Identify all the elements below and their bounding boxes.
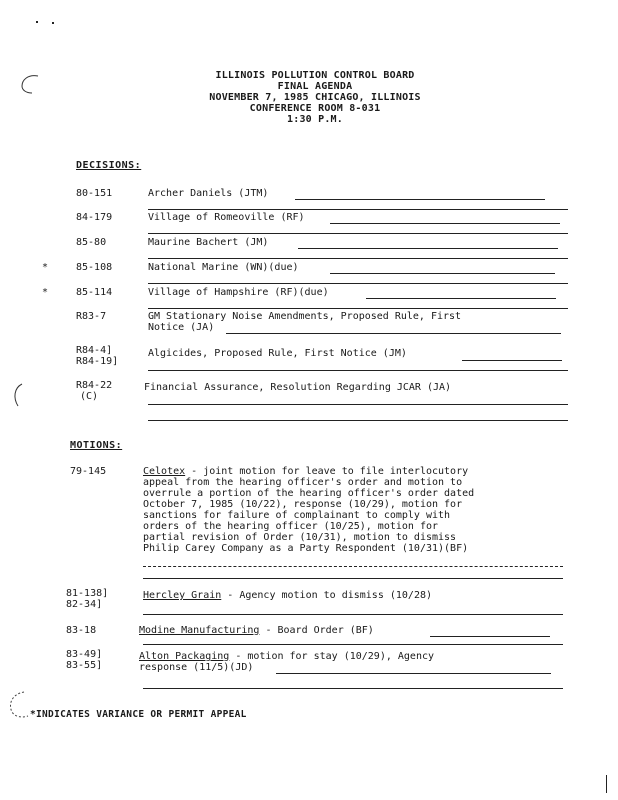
scan-speck: [52, 22, 54, 24]
appeal-marker: *: [42, 262, 49, 273]
motion-text-line: sanctions for failure of complainant to comply with: [143, 510, 451, 521]
signature-line: [143, 644, 563, 645]
punch-hole-mark: [14, 72, 42, 96]
docket-number: 85-80: [76, 237, 107, 248]
motion-text-line: Philip Carey Company as a Party Respondent (10/31)(BF): [143, 543, 469, 554]
signature-line: [276, 673, 551, 674]
docket-number: 81-138]: [66, 588, 109, 599]
case-title: Village of Romeoville (RF): [148, 212, 305, 223]
docket-number: 83-49]: [66, 649, 103, 660]
docket-number: 83-55]: [66, 660, 103, 671]
signature-line: [148, 370, 568, 371]
motions-heading: MOTIONS:: [70, 440, 123, 451]
motion-text-line: Celotex - joint motion for leave to file interlocutory: [143, 466, 469, 477]
motion-text-line: appeal from the hearing officer's order and motion to: [143, 477, 463, 488]
motion-party: Modine Manufacturing: [139, 625, 260, 636]
docket-number: 83-18: [66, 625, 97, 636]
case-title: Financial Assurance, Resolution Regarding JCAR (JA): [144, 382, 452, 393]
case-title: Archer Daniels (JTM): [148, 188, 269, 199]
board-name: ILLINOIS POLLUTION CONTROL BOARD: [215, 70, 415, 81]
docket-number: (C): [80, 391, 99, 402]
decisions-heading: DECISIONS:: [76, 160, 142, 171]
signature-line: [148, 420, 568, 421]
meeting-room: CONFERENCE ROOM 8-031: [249, 103, 381, 114]
signature-line: [148, 233, 568, 234]
motion-party: Alton Packaging: [139, 651, 230, 662]
motion-text-line: Hercley Grain - Agency motion to dismiss (10/28): [143, 590, 432, 601]
motion-text-line: response (11/5)(JD): [139, 662, 254, 673]
case-title: GM Stationary Noise Amendments, Proposed Rule, First: [148, 311, 462, 322]
signature-line: [330, 223, 560, 224]
motion-text-line: October 7, 1985 (10/22), response (10/29), motion for: [143, 499, 463, 510]
docket-number: R84-4]: [76, 345, 113, 356]
signature-line: [148, 404, 568, 405]
signature-line: [148, 258, 568, 259]
punch-hole-mark: [8, 380, 28, 410]
case-title: Village of Hampshire (RF)(due): [148, 287, 329, 298]
case-title: National Marine (WN)(due): [148, 262, 299, 273]
docket-number: 79-145: [70, 466, 107, 477]
meeting-date-place: NOVEMBER 7, 1985 CHICAGO, ILLINOIS: [209, 92, 421, 103]
signature-line: [366, 298, 556, 299]
case-title: Algicides, Proposed Rule, First Notice (JM): [148, 348, 407, 359]
motion-text-line: partial revision of Order (10/31), motion to dismiss: [143, 532, 457, 543]
signature-line: [143, 566, 563, 567]
signature-line: [430, 636, 550, 637]
motion-text-line: Alton Packaging - motion for stay (10/29), Agency: [139, 651, 435, 662]
punch-hole-mark: [6, 690, 36, 720]
docket-number: R84-22: [76, 380, 113, 391]
signature-line: [143, 578, 563, 579]
scan-mark: [606, 775, 607, 793]
docket-number: 82-34]: [66, 599, 103, 610]
scan-speck: [36, 21, 38, 23]
docket-number: R83-7: [76, 311, 107, 322]
motion-party: Celotex: [143, 466, 186, 477]
meeting-time: 1:30 P.M.: [287, 114, 343, 125]
motion-text-line: overrule a portion of the hearing officer's order dated: [143, 488, 475, 499]
signature-line: [330, 273, 555, 274]
signature-line: [143, 614, 563, 615]
footnote: *INDICATES VARIANCE OR PERMIT APPEAL: [30, 709, 247, 720]
signature-line: [295, 199, 545, 200]
case-title-cont: Notice (JA): [148, 322, 215, 333]
signature-line: [143, 688, 563, 689]
signature-line: [462, 360, 562, 361]
motion-party: Hercley Grain: [143, 590, 222, 601]
signature-line: [148, 209, 568, 210]
motion-text-line: orders of the hearing officer (10/25), motion for: [143, 521, 439, 532]
signature-line: [226, 333, 561, 334]
appeal-marker: *: [42, 287, 49, 298]
signature-line: [298, 248, 558, 249]
signature-line: [148, 283, 568, 284]
motion-text-line: Modine Manufacturing - Board Order (BF): [139, 625, 374, 636]
docket-number: 85-108: [76, 262, 113, 273]
signature-line: [148, 308, 568, 309]
docket-number: R84-19]: [76, 356, 119, 367]
docket-number: 84-179: [76, 212, 113, 223]
agenda-title: FINAL AGENDA: [277, 81, 353, 92]
docket-number: 80-151: [76, 188, 113, 199]
case-title: Maurine Bachert (JM): [148, 237, 269, 248]
docket-number: 85-114: [76, 287, 113, 298]
